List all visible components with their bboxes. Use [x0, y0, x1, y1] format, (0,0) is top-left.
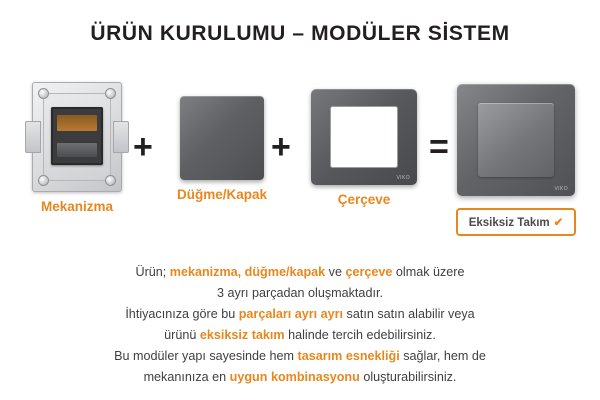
description-line-2: 3 ayrı parçadan oluşmaktadır. — [217, 286, 383, 300]
product-assembly-diagram — [0, 82, 600, 247]
description-line-6 — [0, 367, 600, 388]
page-title-part1: ÜRÜN KURULUMU – — [90, 22, 312, 45]
mechanism-claw-right — [113, 121, 129, 153]
desc-text: Bu modüler yapı sayesinde hem — [114, 349, 298, 363]
check-icon: ✔ — [553, 217, 564, 229]
desc-highlight: eksiksiz takım — [199, 328, 285, 342]
desc-highlight: çerçeve — [345, 265, 393, 279]
description-line-5 — [0, 346, 600, 367]
diagram-item-complete-set — [448, 84, 584, 236]
brand-mark: VIKO — [396, 175, 410, 181]
mechanism-image — [32, 82, 122, 192]
screw-icon — [105, 88, 116, 99]
screw-icon — [105, 175, 116, 186]
frame-image — [311, 89, 417, 185]
desc-text: halinde tercih edebilirsiniz. — [284, 328, 436, 342]
complete-set-image — [457, 84, 575, 196]
frame-opening — [330, 106, 398, 168]
button-cap-image — [180, 96, 264, 180]
caption-mechanism: Mekanizma — [40, 199, 114, 214]
caption-button-cap: Düğme/Kapak — [176, 187, 268, 202]
description-block — [0, 262, 600, 388]
diagram-item-mechanism — [22, 82, 132, 214]
description-line-3 — [0, 304, 600, 325]
desc-text: ürünü — [164, 328, 200, 342]
description-line-4 — [0, 325, 600, 346]
screw-icon — [38, 88, 49, 99]
plus-operator-2: + — [271, 128, 291, 166]
mechanism-claw-left — [25, 121, 41, 153]
status-badge-label: Eksiksiz Takım — [468, 217, 550, 229]
desc-text: ve — [325, 265, 346, 279]
desc-highlight: mekanizma, düğme/kapak — [169, 265, 326, 279]
page-title — [0, 22, 600, 46]
desc-highlight: uygun kombinasyonu — [229, 370, 360, 384]
desc-text: mekanınıza en — [143, 370, 230, 384]
desc-text: olmak üzere — [392, 265, 465, 279]
desc-text: oluşturabilirsiniz. — [359, 370, 457, 384]
complete-set-key — [478, 103, 554, 177]
plus-operator-1: + — [133, 128, 153, 166]
diagram-item-button-cap — [163, 96, 281, 202]
desc-text: Ürün; — [135, 265, 170, 279]
page-title-part2: MODÜLER SİSTEM — [311, 22, 510, 45]
desc-text: İhtiyacınıza göre bu — [125, 307, 239, 321]
mechanism-core — [51, 107, 103, 165]
diagram-item-frame — [300, 89, 428, 207]
desc-text: satın satın alabilir veya — [343, 307, 475, 321]
description-line-1 — [0, 262, 600, 283]
desc-highlight: tasarım esnekliği — [297, 349, 400, 363]
desc-text: sağlar, hem de — [399, 349, 486, 363]
equals-operator: = — [429, 128, 449, 166]
screw-icon — [38, 175, 49, 186]
status-badge — [456, 208, 577, 236]
desc-highlight: parçaları ayrı ayrı — [238, 307, 344, 321]
brand-mark: VIKO — [554, 186, 568, 192]
caption-frame: Çerçeve — [337, 192, 391, 207]
